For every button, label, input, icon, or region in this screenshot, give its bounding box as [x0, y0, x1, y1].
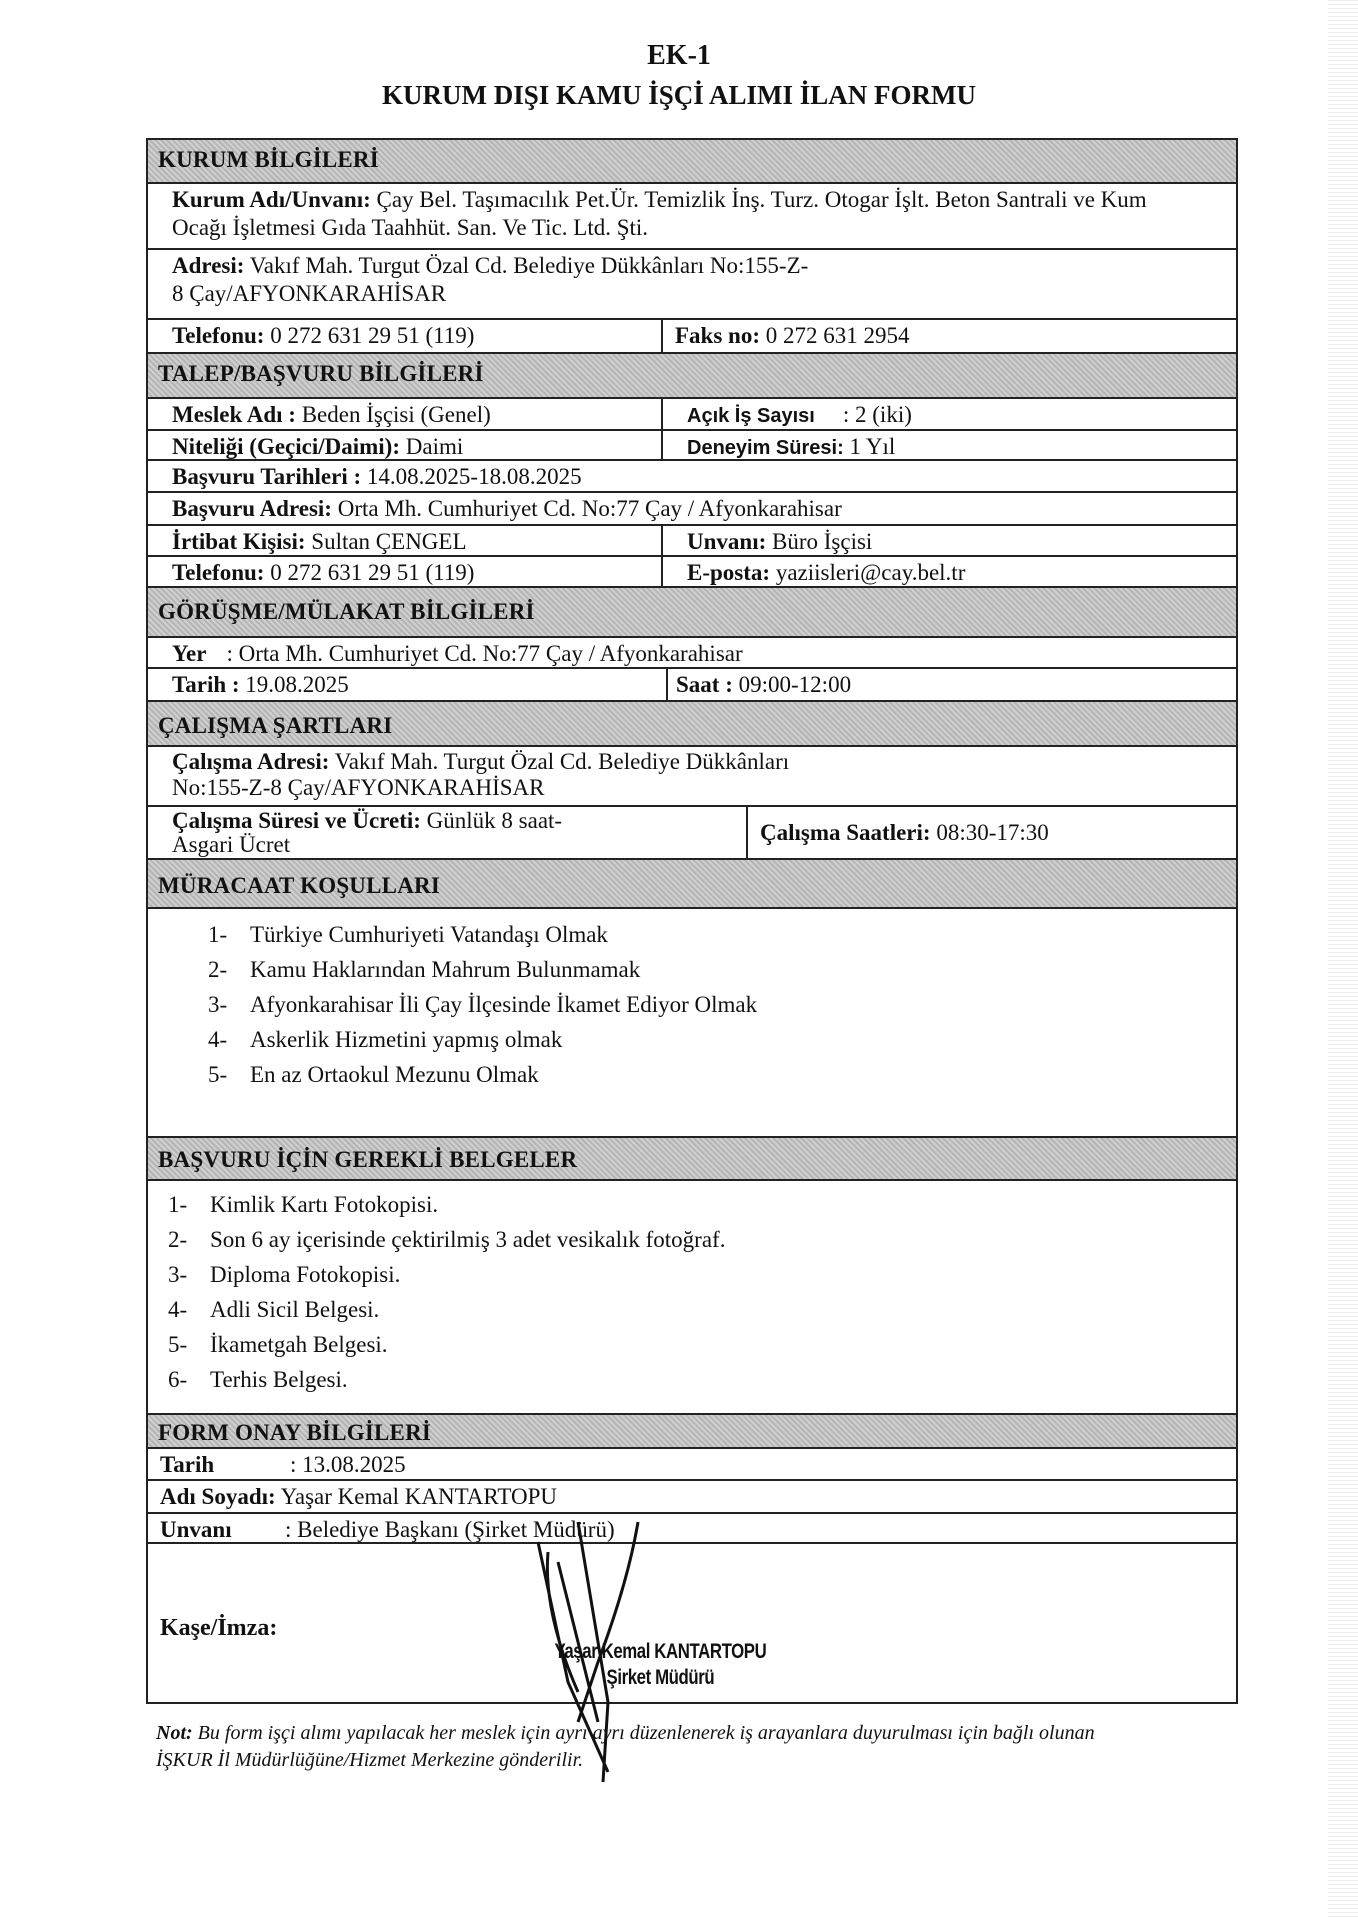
label: Kurum Adı/Unvanı: [172, 187, 371, 212]
item-text: Afyonkarahisar İli Çay İlçesinde İkamet Ediyor Olmak [250, 992, 758, 1017]
label: Deneyim Süresi: [687, 437, 844, 459]
item-number: 5- [168, 1332, 188, 1357]
label: Unvanı: [687, 529, 767, 554]
section-header-belgeler: BAŞVURU İÇİN GEREKLİ BELGELER [148, 1138, 1236, 1181]
basvuru-adresi: Orta Mh. Cumhuriyet Cd. No:77 Çay / Afyonkarahisar [337, 496, 842, 521]
kase-imza-label: Kaşe/İmza: [160, 1615, 278, 1641]
doc-title: KURUM DIŞI KAMU İŞÇİ ALIMI İLAN FORMU [381, 80, 977, 110]
item-number: 2- [168, 1227, 188, 1252]
item-number: 6- [168, 1367, 188, 1392]
note-label: Not: [156, 1722, 193, 1744]
irtibat-unvan: Büro İşçisi [772, 529, 873, 554]
basvuru-tarihleri: 14.08.2025-18.08.2025 [366, 464, 582, 489]
section-header-calisma: ÇALIŞMA ŞARTLARI [148, 702, 1236, 747]
list-item [168, 1222, 1236, 1257]
list-item [208, 917, 1236, 952]
doc-annex-label: EK-1 [647, 40, 711, 71]
label: Telefonu: [172, 560, 265, 585]
section-header-gorusme: GÖRÜŞME/MÜLAKAT BİLGİLERİ [148, 588, 1236, 638]
label: Adı Soyadı: [160, 1484, 276, 1509]
item-number: 3- [208, 992, 228, 1017]
list-item [208, 952, 1236, 987]
item-text: Son 6 ay içerisinde çektirilmiş 3 adet vesikalık fotoğraf. [210, 1227, 726, 1252]
section-header-onay: FORM ONAY BİLGİLERİ [148, 1415, 1236, 1449]
item-text: En az Ortaokul Mezunu Olmak [250, 1062, 539, 1087]
item-number: 1- [208, 922, 228, 947]
kurum-telefon: 0 272 631 29 51 (119) [270, 323, 475, 348]
list-item [168, 1292, 1236, 1327]
label: Yer [172, 641, 207, 666]
nitelik: Daimi [405, 434, 464, 459]
stamp-name: Yaşar Kemal KANTARTOPU [554, 1640, 767, 1663]
irtibat-kisisi: Sultan ÇENGEL [311, 529, 467, 554]
gorusme-yer: : Orta Mh. Cumhuriyet Cd. No:77 Çay / Afyonkarahisar [226, 641, 743, 666]
label: Unvanı [160, 1517, 232, 1542]
item-text: Adli Sicil Belgesi. [210, 1297, 380, 1322]
irtibat-telefon: 0 272 631 29 51 (119) [270, 560, 475, 585]
label: Adresi: [172, 253, 245, 278]
item-text: Türkiye Cumhuriyeti Vatandaşı Olmak [250, 922, 608, 947]
label: Başvuru Tarihleri : [172, 464, 362, 489]
signature-area [148, 1544, 1236, 1704]
list-item [168, 1327, 1236, 1362]
meslek-adi: Beden İşçisi (Genel) [301, 402, 491, 427]
label: Tarih : [172, 672, 240, 697]
item-text: Terhis Belgesi. [210, 1367, 348, 1392]
item-number: 3- [168, 1262, 188, 1287]
calisma-suresi: Günlük 8 saat-Asgari Ücret [172, 808, 563, 857]
eposta: yaziisleri@cay.bel.tr [775, 560, 966, 585]
list-item [208, 987, 1236, 1022]
onay-adi-soyadi: Yaşar Kemal KANTARTOPU [280, 1484, 557, 1509]
item-text: Kamu Haklarından Mahrum Bulunmamak [250, 957, 641, 982]
stamp-title: Şirket Müdürü [606, 1666, 715, 1689]
list-item [168, 1187, 1236, 1222]
onay-tarih: : 13.08.2025 [290, 1452, 406, 1477]
gorusme-tarih: 19.08.2025 [245, 672, 349, 697]
list-item [208, 1022, 1236, 1057]
calisma-adresi: Vakıf Mah. Turgut Özal Cd. Belediye Dükkânları No:155-Z-8 Çay/AFYONKARAHİSAR [172, 749, 790, 800]
label: Çalışma Süresi ve Ücreti: [172, 808, 421, 833]
kurum-adres: Vakıf Mah. Turgut Özal Cd. Belediye Dükkânları No:155-Z-8 Çay/AFYONKARAHİSAR [172, 253, 809, 306]
calisma-saatleri: 08:30-17:30 [936, 820, 1049, 845]
label: Tarih [160, 1452, 215, 1477]
form-table [146, 138, 1238, 1704]
kurum-adi: Çay Bel. Taşımacılık Pet.Ür. Temizlik İnş. Turz. Otogar İşlt. Beton Santrali ve Kum Ocağı İşletmesi Gıda Taahhüt. San. Ve Tic. Ltd. Şti. [172, 187, 1147, 240]
footnote [156, 1720, 1156, 1774]
label: İrtibat Kişisi: [172, 529, 306, 554]
item-number: 5- [208, 1062, 228, 1087]
gorusme-saat: 09:00-12:00 [738, 672, 852, 697]
muracaat-list [148, 909, 1236, 1102]
label: E-posta: [687, 560, 771, 585]
onay-unvan: : Belediye Başkanı (Şirket Müdürü) [285, 1517, 615, 1542]
item-text: Askerlik Hizmetini yapmış olmak [250, 1027, 563, 1052]
label: Niteliği (Geçici/Daimi): [172, 434, 401, 459]
list-item [168, 1257, 1236, 1292]
item-text: İkametgah Belgesi. [210, 1332, 388, 1357]
section-header-kurum: KURUM BİLGİLERİ [148, 140, 1236, 184]
stamp [554, 1639, 766, 1691]
label: Açık İş Sayısı [687, 405, 815, 427]
item-text: Diploma Fotokopisi. [210, 1262, 401, 1287]
item-number: 4- [208, 1027, 228, 1052]
item-text: Kimlik Kartı Fotokopisi. [210, 1192, 439, 1217]
acik-is-sayisi: : 2 (iki) [842, 402, 912, 427]
label: Çalışma Adresi: [172, 749, 330, 774]
item-number: 4- [168, 1297, 188, 1322]
scan-edge [1328, 0, 1358, 1920]
label: Telefonu: [172, 323, 265, 348]
belgeler-list [148, 1181, 1236, 1403]
kurum-faks: 0 272 631 2954 [765, 323, 910, 348]
label: Meslek Adı : [172, 402, 296, 427]
label: Başvuru Adresi: [172, 496, 332, 521]
note-text: Bu form işçi alımı yapılacak her meslek için ayrı ayrı düzenlenerek iş arayanlara duyurulması için bağlı olunan İŞKUR İl Müdürlüğüne/Hizmet Merkezine gönderilir. [156, 1722, 1095, 1771]
label: Saat : [676, 672, 733, 697]
item-number: 2- [208, 957, 228, 982]
section-header-muracaat: MÜRACAAT KOŞULLARI [148, 860, 1236, 909]
label: Çalışma Saatleri: [760, 820, 931, 845]
label: Faks no: [675, 323, 760, 348]
deneyim-suresi: 1 Yıl [849, 434, 896, 459]
section-header-talep: TALEP/BAŞVURU BİLGİLERİ [148, 354, 1236, 399]
list-item [208, 1057, 1236, 1092]
list-item [168, 1362, 1236, 1397]
item-number: 1- [168, 1192, 188, 1217]
